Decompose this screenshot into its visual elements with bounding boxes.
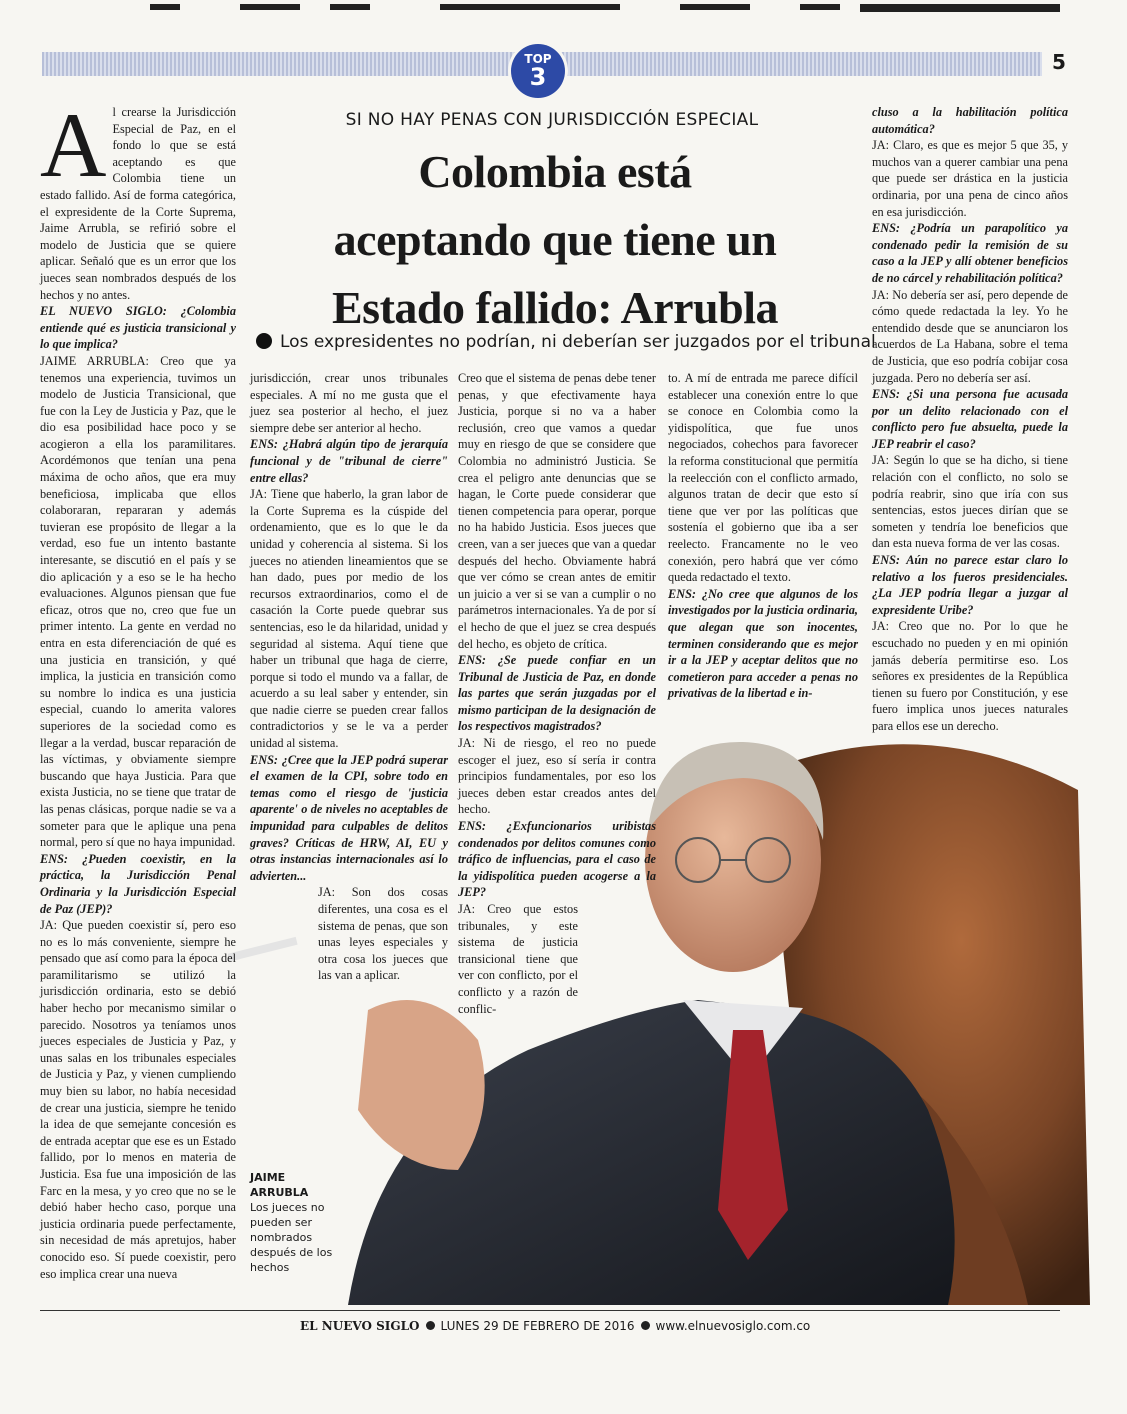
- article-column-4: [668, 370, 858, 702]
- paragraph: JA: Creo que no. Por lo que he escuchado no pueden y en mi opinión jamás debería permitirse eso. Los señores ex presidentes de la República tienen su fuero por Constitución, y ese fuero implica unos jueces naturales para ellos ese un derecho.: [872, 619, 1068, 733]
- footer-brand: EL NUEVO SIGLO: [300, 1319, 420, 1333]
- footer: [300, 1319, 860, 1333]
- paragraph: JA: Tiene que haberlo, la gran labor de la Corte Suprema es la cúspide del ordenamiento, que es lo que le da unidad y coherencia al sistema. Si los jueces no atienden lineamientos que se han dado, pues por medio de los recursos extraordinarios, como el de casación la Corte puede quebrar sus sentencias, eso le da hilaridad, unidad y seguridad al sistema. Aquí tiene que haber un tribunal que haga de cierre, porque si todo el mundo va a fallar, de acuerdo a su leal saber y entender, sin que nadie cierre se pueden crear fallos contradictorios y se le va a perder unidad al sistema.: [250, 487, 448, 751]
- kicker: SI NO HAY PENAS CON JURISDICCIÓN ESPECIAL: [345, 110, 759, 130]
- article-column-3: [458, 370, 656, 1017]
- paragraph: JA: No debería ser así, pero depende de cómo quede redactada la ley. Yo he entendido desde que se anunciaron los acuerdos de La Habana, sobre el tema de Justicia, que eso podría cobijar cosa juzgada. Pero no debería ser así.: [872, 287, 1068, 385]
- headline: [240, 138, 870, 342]
- question: ENS: Aún no parece estar claro lo relativo a los fueros presidenciales. ¿La JEP podría llegar a juzgar al expresidente Uribe?: [872, 553, 1068, 617]
- article-column-1: [40, 94, 236, 1282]
- top3-badge: [511, 44, 565, 98]
- badge-label: TOP: [524, 52, 552, 66]
- question: ENS: ¿Exfuncionarios uribistas condenados por delitos comunes como tráfico de influencias, para el caso de la yidispolítica pueden acogerse a la JEP?: [458, 819, 656, 900]
- paragraph: JA: Claro, es que es mejor 5 que 35, y muchos van a querer cambiar una pena que puede ser drástica en la justicia ordinaria, por una pena de cinco años en esa jurisdicción.: [872, 138, 1068, 219]
- question: ENS: ¿Habrá algún tipo de jerarquía funcional y de "tribunal de cierre" entre ellas?: [250, 437, 448, 485]
- question: ENS: ¿Podría un parapolítico ya condenado pedir la remisión de su caso a la JEP y allí obtener beneficios de no cárcel y rehabilitación política?: [872, 221, 1068, 285]
- headline-line: Colombia está: [418, 146, 692, 197]
- question: EL NUEVO SIGLO: ¿Colombia entiende qué es justicia transicional y lo que implica?: [40, 304, 236, 352]
- footer-date: LUNES 29 DE FEBRERO DE 2016: [440, 1319, 635, 1333]
- subheadline-text: Los expresidentes no podrían, ni deberían ser juzgados por el tribunal: [280, 332, 876, 352]
- paragraph: Creo que el sistema de penas debe tener penas, y que efectivamente haya Justicia, porque si no va a haber reclusión, creo que vamos a quedar muy en riesgo de que se considere que Colombia no administró Justicia. Se crea el peligro ante denuncias que se hagan, le Corte puede considerar que tienen competencia para operar, porque no ha habido Justicia. Esos jueces que creen, van a ser jueces que van a quedar después del hecho. Obviamente habrá que ver cómo se crean antes de emitir un juicio a ver si se van a cumplir o no parámetros internacionales. Ya de por sí el hecho de que el juez se crea después del hecho, es objeto de crítica.: [458, 371, 656, 651]
- paragraph: JA: Que pueden coexistir sí, pero eso no es lo más conveniente, siempre he pensado que así como para la época del paramilitarismo se utilizó la jurisdicción ordinaria, esto se debió haber hecho por mecanismo similar o parecido. Nosotros ya teníamos unos jueces especiales de Justicia y Paz, y unas salas en los tribunales especiales de Justicia y Paz, y vienen cumpliendo muy bien su labor, no había necesidad de crear una justicia, siempre he tenido la idea de que semejante concesión es de entrada aceptar que ese es un Estado fallido, por lo menos en materia de Justicia. Esa fue una imposición de las Farc en la mesa, y yo creo que no se le debió haber hecho caso, porque una justicia ordinaria puede perfectamente, sin necesidad de más apretujos, haber conocido eso. Sí puede coexistir, pero eso implica crear una nueva: [40, 918, 236, 1281]
- article-column-5: [872, 104, 1068, 735]
- question: ENS: ¿Si una persona fue acusada por un delito relacionado con el conflicto pero fue absuelta, puede la JEP reabrir el caso?: [872, 387, 1068, 451]
- question: cluso a la habilitación política automática?: [872, 105, 1068, 136]
- paragraph: JA: Ni de riesgo, el reo no puede escoger el juez, eso sí sería ir contra principios fundamentales, por eso los jueces deben estar creados antes del hecho.: [458, 736, 656, 817]
- question: ENS: ¿Cree que la JEP podrá superar el examen de la CPI, sobre todo en temas como el riesgo de 'justicia aparente' o de niveles no aceptables de impunidad para culpables de delitos graves? Críticas de HRW, AI, EU y otras instancias internacionales así lo advierten...: [250, 752, 448, 883]
- paragraph: JAIME ARRUBLA: Creo que ya tenemos una experiencia, tuvimos un modelo de Justicia Transicional, que fue con la Ley de Justicia y Paz, que le dio esa posibilidad hace poco y se acogieron a ella los paramilitares. Acordémonos que tenían una pena máxima de ocho años, que era muy beneficiosa, implicaba que ellos colaboraran, repararan y además tuvieran ese propósito de llegar a la verdad, eso fue un intento bastante interesante, se discutió en el país y se dio aplicación y a eso se le ha hecho evaluaciones. Algunos piensan que fue eficaz, otros que no, creo que fue un primer intento. La gente en verdad no entra en esta diferenciación de qué es una justicia en transición, y qué implica, la justicia en transición como su nombre lo indica es una justicia especial, cuando lo amerita valores superiores de la sociedad como es llegar a la verdad, buscar reparación de las víctimas, y obviamente siempre buscando que haya Justicia. Para que exista Justicia, no se tiene que tratar de las penas clásicas, porque nadie se va a someter para que le aplique una pena normal, pero sí que no haya impunidad.: [40, 353, 236, 850]
- badge-number: 3: [529, 63, 547, 91]
- footer-rule: [40, 1310, 1060, 1311]
- paragraph: JA: Según lo que se ha dicho, si tiene relación con el conflicto, no solo se podría reabrir, sino que iría con sus sentencias, estos jueces dirían que se someten y tendría loe beneficios que dan esta nueva forma de ver las cosas.: [872, 453, 1068, 551]
- top-print-strip: [0, 0, 1127, 18]
- paragraph: JA: Creo que estos tribunales, y este sistema de justicia transicional tiene que ver con conflicto, por el conflicto y a razón de conflic-: [458, 902, 578, 1016]
- paragraph: Al crearse la Jurisdicción Especial de Paz, en el fondo lo que se está aceptando es que Colombia tiene un estado fallido. Así de forma categórica, el expresidente de la Corte Suprema, Jaime Arrubla, se refirió sobre el modelo de Justicia que se quiere aplicar. Señaló que es un error que los jueces sean nombrados después de los hechos y no antes.: [40, 94, 236, 302]
- paragraph: to. A mí de entrada me parece difícil establecer una conexión entre lo que se conoce en Colombia como la yidispolítica, que fue unos negociados, cohechos para favorecer la reforma constitucional que permitía la reelección con el conflicto armado, algunos tratan de decir que esto sí tiene que ver por las políticas que sostenía el gobierno que iba a ser reelecto. Francamente no le veo conexión, pero habrá que ver cómo queda redactado el texto.: [668, 371, 858, 585]
- page-number: 5: [1052, 50, 1066, 74]
- question: ENS: ¿Se puede confiar en un Tribunal de Justicia de Paz, en donde las partes que serán juzgadas por el mismo participan de la designación de los respectivos magistrados?: [458, 653, 656, 734]
- bullet-icon: [641, 1321, 650, 1330]
- question: ENS: ¿No cree que algunos de los investigados por la justicia ordinaria, que alegan que son inocentes, terminen considerando que es mejor ir a la JEP y aceptar delitos que no cometieron para acceder a penas no privativas de la libertad e in-: [668, 586, 858, 701]
- footer-url: www.elnuevosiglo.com.co: [655, 1319, 811, 1333]
- headline-line: Estado fallido: Arrubla: [331, 282, 778, 333]
- headline-line: aceptando que tiene un: [333, 214, 777, 265]
- drop-cap: A: [40, 94, 107, 196]
- bullet-icon: [256, 333, 272, 349]
- photo-caption: [250, 1170, 340, 1275]
- paragraph: jurisdicción, crear unos tribunales especiales. A mí no me gusta que el juez sea posterior al hecho, el juez siempre debe ser anterior al hecho.: [250, 371, 448, 435]
- question: ENS: ¿Pueden coexistir, en la práctica, la Jurisdicción Penal Ordinaria y la Jurisdicción Especial de Paz (JEP)?: [40, 851, 236, 916]
- article-column-2: [250, 370, 448, 984]
- caption-name: JAIME ARRUBLA: [250, 1171, 309, 1199]
- bullet-icon: [426, 1321, 435, 1330]
- paragraph: JA: Son dos cosas diferentes, una cosa es el sistema de penas, que son unas leyes especiales y otra cosa los jueces que las van a aplicar.: [318, 885, 448, 983]
- subheadline: [256, 332, 876, 352]
- caption-text: Los jueces no pueden ser nombrados después de los hechos: [250, 1201, 333, 1274]
